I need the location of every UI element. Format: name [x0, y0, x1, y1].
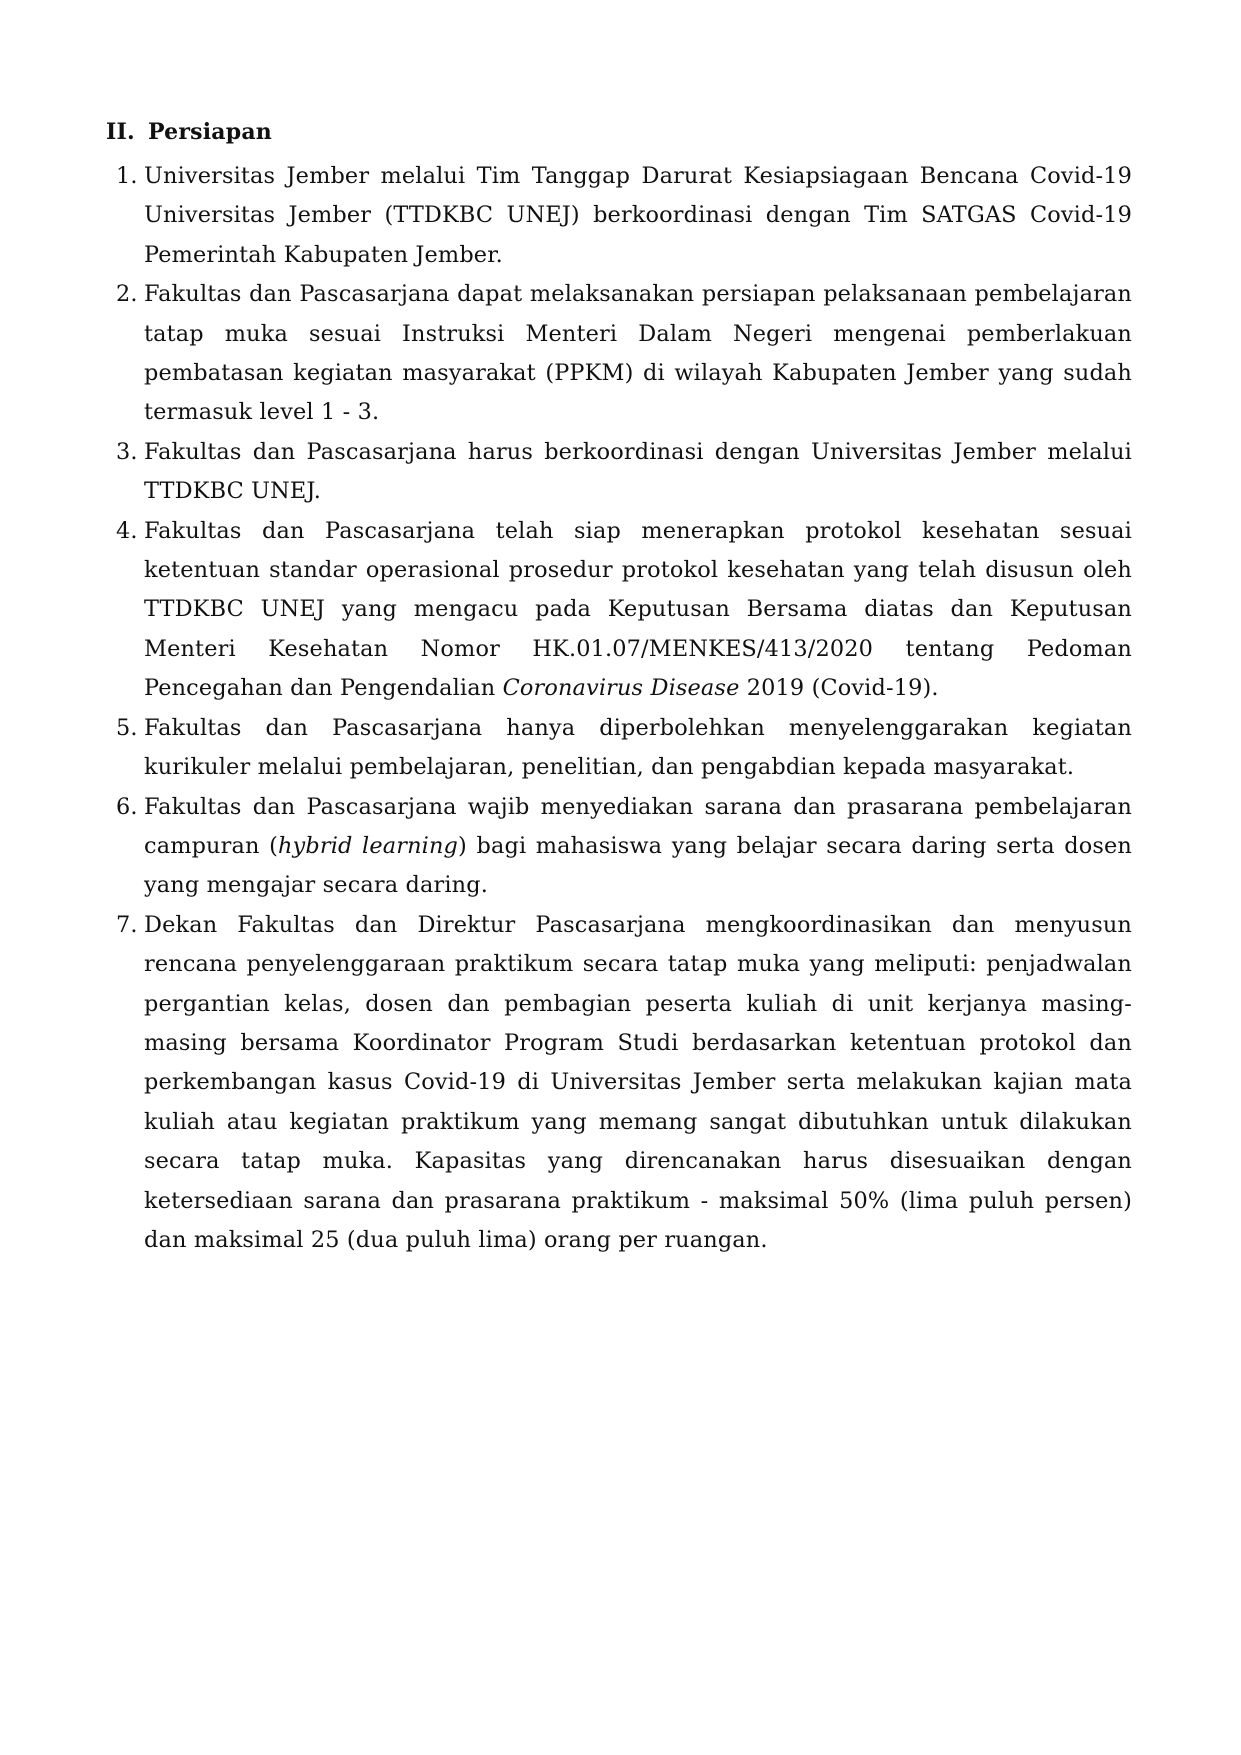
list-item-text: [144, 794, 1132, 899]
list-item-text: Dekan Fakultas dan Direktur Pascasarjana mengkoordinasikan dan menyusun rencana penyelenggaraan praktikum secara tatap muka yang meliputi: penjadwalan pergantian kelas, dosen dan pembagian peserta kuliah di unit kerjanya masing-masing bersama Koordinator Program Studi berdasarkan ketentuan protokol dan perkembangan kasus Covid-19 di Universitas Jember serta melakukan kajian mata kuliah atau kegiatan praktikum yang memang sangat dibutuhkan untuk dilakukan secara tatap muka. Kapasitas yang direncanakan harus disesuaikan dengan ketersediaan sarana dan prasarana praktikum - maksimal 50% (lima puluh persen) dan maksimal 25 (dua puluh lima) orang per ruangan.: [144, 911, 1132, 1253]
list-item-number: 3.: [116, 438, 138, 465]
section-title: Persiapan: [148, 119, 272, 145]
list-item: [114, 157, 1132, 275]
italic-term: Coronavirus Disease: [502, 675, 740, 702]
list-item-number: 2.: [116, 281, 138, 308]
italic-term: hybrid learning: [277, 832, 459, 859]
list-item: [114, 512, 1132, 709]
list-item-number: 4.: [116, 517, 138, 544]
text-segment: Fakultas dan Pascasarjana telah siap menerapkan protokol kesehatan sesuai ketentuan standar operasional prosedur protokol kesehatan yang telah disusun oleh TTDKBC UNEJ yang mengacu pada Keputusan Bersama diatas dan Keputusan Menteri Kesehatan Nomor HK.01.07/MENKES/413/2020 tentang Pedoman Pencegahan dan Pengendalian: [144, 517, 1132, 702]
text-segment: ) bagi mahasiswa yang belajar secara daring serta dosen yang mengajar secara daring.: [144, 832, 1132, 899]
text-segment: Fakultas dan Pascasarjana wajib menyediakan sarana dan prasarana pembelajaran campuran (: [144, 793, 1132, 859]
list-item-number: 6.: [116, 793, 138, 820]
text-segment: 2019 (Covid-19).: [739, 675, 939, 702]
list-item-text: Universitas Jember melalui Tim Tanggap Darurat Kesiapsiagaan Bencana Covid-19 Universitas Jember (TTDKBC UNEJ) berkoordinasi dengan Tim SATGAS Covid-19 Pemerintah Kabupaten Jember.: [144, 163, 1132, 268]
section-number: II.: [106, 119, 135, 145]
preparation-list: [114, 157, 1132, 1260]
section-heading: [106, 118, 272, 146]
list-item: [114, 788, 1132, 906]
list-item: [114, 433, 1132, 512]
list-item-number: 5.: [116, 714, 138, 741]
list-item-text: Fakultas dan Pascasarjana harus berkoordinasi dengan Universitas Jember melalui TTDKBC UNEJ.: [144, 438, 1132, 505]
list-item-number: 7.: [116, 911, 138, 938]
list-item-text: Fakultas dan Pascasarjana hanya diperbolehkan menyelenggarakan kegiatan kurikuler melalui pembelajaran, penelitian, dan pengabdian kepada masyarakat.: [144, 714, 1132, 781]
list-item-text: [144, 518, 1132, 702]
list-item-number: 1.: [116, 163, 138, 189]
list-item: [114, 275, 1132, 433]
list-item: [114, 709, 1132, 788]
list-item: [114, 906, 1132, 1261]
list-item-text: Fakultas dan Pascasarjana dapat melaksanakan persiapan pelaksanaan pembelajaran tatap muka sesuai Instruksi Menteri Dalam Negeri mengenai pemberlakuan pembatasan kegiatan masyarakat (PPKM) di wilayah Kabupaten Jember yang sudah termasuk level 1 - 3.: [144, 281, 1132, 426]
